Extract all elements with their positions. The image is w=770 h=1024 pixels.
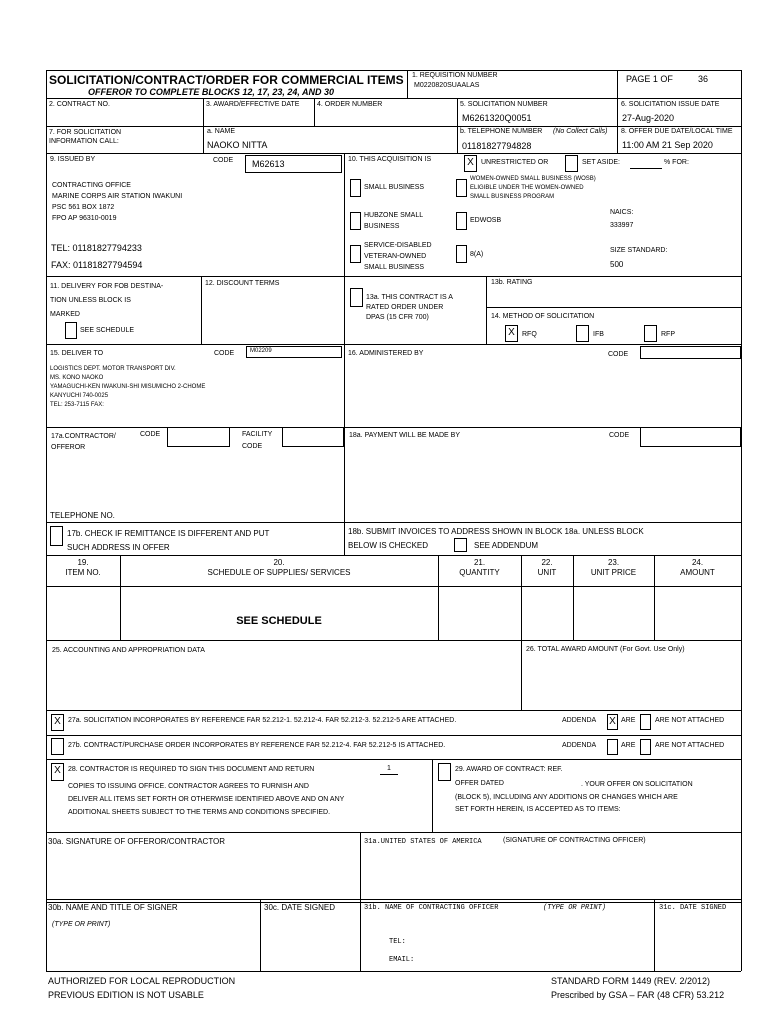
31b-label: 31b. NAME OF CONTRACTING OFFICER (364, 904, 499, 912)
payment-by-label: 18a. PAYMENT WILL BE MADE BY (349, 432, 460, 439)
ifb-checkbox[interactable] (576, 325, 589, 342)
page-label: PAGE 1 OF (626, 74, 673, 84)
solicitation-no-value[interactable]: M6261320Q0051 (462, 113, 532, 123)
offer-due-label: 8. OFFER DUE DATE/LOCAL TIME (621, 128, 733, 135)
28-text: 28. CONTRACTOR IS REQUIRED TO SIGN THIS DOCUMENT AND RETURN (68, 766, 315, 773)
31b-email-label: EMAIL: (389, 956, 415, 964)
contractor-code-label: CODE (140, 431, 161, 438)
rfp-label: RFP (661, 331, 675, 338)
issue-date-value[interactable]: 27-Aug-2020 (622, 113, 675, 123)
size-standard-value: 500 (610, 260, 624, 269)
30b-label: 30b. NAME AND TITLE OF SIGNER (48, 903, 178, 912)
payment-by-code-label: CODE (609, 432, 630, 439)
31a-label: 31a.UNITED STATES OF AMERICA (364, 838, 482, 846)
telephone-no-label: TELEPHONE NO. (50, 511, 115, 520)
contract-no-label: 2. CONTRACT NO. (49, 101, 110, 108)
col-unit: 22. UNIT (537, 558, 557, 577)
8a-checkbox[interactable] (456, 245, 467, 263)
phone-value[interactable]: 01181827794828 (462, 141, 532, 151)
issued-by-tel: TEL: 01181827794233 (51, 243, 142, 253)
27a-addenda-label: ADDENDA (562, 717, 597, 724)
rfq-label: RFQ (522, 331, 537, 338)
unrestricted-checkbox[interactable]: X (464, 155, 477, 172)
naics-label: NAICS: (610, 209, 634, 216)
col-quantity: 21. QUANTITY (459, 558, 500, 577)
set-aside-label: SET ASIDE: (582, 159, 620, 166)
27b-text: 27b. CONTRACT/PURCHASE ORDER INCORPORATES BY REFERENCE FAR 52.212-4. FAR 52.212-5 IS ATTACHED. (68, 742, 446, 749)
deliver-to-label: 15. DELIVER TO (50, 350, 104, 357)
name-label: a. NAME (207, 128, 236, 135)
no-collect-note: (No Collect Calls) (553, 128, 608, 135)
sdvosb-checkbox[interactable] (350, 245, 361, 263)
see-schedule-checkbox[interactable] (65, 322, 77, 339)
form-title: SOLICITATION/CONTRACT/ORDER FOR COMMERCIAL ITEMS (49, 73, 404, 87)
27a-are-label: ARE (621, 717, 636, 724)
pct-for-label: % FOR: (664, 159, 689, 166)
27a-are-not-label: ARE NOT ATTACHED (655, 717, 725, 724)
28-copies[interactable]: 1 (380, 765, 398, 775)
30b-type-print: (TYPE OR PRINT) (52, 921, 111, 928)
see-addendum-label: SEE ADDENDUM (474, 541, 539, 550)
27b-are-not-label: ARE NOT ATTACHED (655, 742, 725, 749)
hubzone-label: HUBZONE SMALL BUSINESS (364, 212, 424, 230)
27a-checkbox[interactable]: X (51, 714, 64, 731)
rated-order-checkbox[interactable] (350, 288, 363, 307)
issued-by-label: 9. ISSUED BY (50, 156, 96, 163)
accounting-label: 25. ACCOUNTING AND APPROPRIATION DATA (52, 647, 205, 654)
total-award-label: 26. TOTAL AWARD AMOUNT (For Govt. Use Only) (526, 646, 685, 653)
below-checked-label: BELOW IS CHECKED (348, 541, 429, 550)
rating-label: 13b. RATING (491, 279, 533, 286)
28-checkbox[interactable]: X (51, 763, 64, 781)
administered-by-code-box[interactable] (640, 346, 741, 359)
27b-are-not-checkbox[interactable] (640, 739, 651, 755)
29-text: 29. AWARD OF CONTRACT: REF. (455, 766, 563, 773)
27b-addenda-label: ADDENDA (562, 742, 597, 749)
delivery-fob-label: 11. DELIVERY FOR FOB DESTINA- TION UNLESS BLOCK IS MARKED (50, 283, 164, 318)
deliver-to-address: LOGISTICS DEPT. MOTOR TRANSPORT DIV. MS. KONO NAOKO YAMAGUCHI-KEN IWAKUNI-SHI MISUMICHO 2-CHOME KANYUCHI 740-0025 TEL: 253-7115 FAX: (50, 366, 206, 408)
small-business-label: SMALL BUSINESS (364, 184, 425, 191)
wosb-checkbox[interactable] (456, 179, 467, 197)
rated-order-label: 13a. THIS CONTRACT IS A RATED ORDER UNDER DPAS (15 CFR 700) (366, 294, 453, 321)
submit-invoices-label: 18b. SUBMIT INVOICES TO ADDRESS SHOWN IN BLOCK 18a. UNLESS BLOCK (348, 527, 644, 536)
30a-label: 30a. SIGNATURE OF OFFEROR/CONTRACTOR (48, 837, 226, 846)
facility-code-box[interactable] (282, 427, 344, 447)
31a-signature-label: (SIGNATURE OF CONTRACTING OFFICER) (503, 837, 646, 844)
31b-type-print: (TYPE OR PRINT) (543, 904, 607, 912)
offer-due-value[interactable]: 11:00 AM 21 Sep 2020 (622, 140, 713, 150)
27b-are-checkbox[interactable] (607, 739, 618, 755)
contractor-label: 17a.CONTRACTOR/ OFFEROR (51, 433, 116, 451)
27a-are-checkbox[interactable]: X (607, 714, 618, 730)
col-amount: 24. AMOUNT (680, 558, 715, 577)
issued-by-code-label: CODE (213, 157, 234, 164)
issue-date-label: 6. SOLICITATION ISSUE DATE (621, 101, 720, 108)
footer-standard-form: STANDARD FORM 1449 (REV. 2/2012) (551, 976, 711, 986)
solicitation-no-label: 5. SOLICITATION NUMBER (460, 101, 548, 108)
col-schedule: 20. SCHEDULE OF SUPPLIES/ SERVICES (207, 558, 351, 577)
sdvosb-label: SERVICE-DISABLED VETERAN-OWNED SMALL BUSINESS (364, 242, 432, 271)
27b-checkbox[interactable] (51, 738, 64, 755)
form-subtitle: OFFEROR TO COMPLETE BLOCKS 12, 17, 23, 24, AND 30 (88, 87, 335, 97)
unrestricted-label: UNRESTRICTED OR (481, 159, 549, 166)
see-schedule-heading: SEE SCHEDULE (236, 615, 322, 627)
administered-by-label: 16. ADMINISTERED BY (348, 350, 424, 357)
payment-by-code-box[interactable] (640, 427, 741, 447)
31c-label: 31c. DATE SIGNED (659, 904, 727, 912)
deliver-to-code-label: CODE (214, 350, 235, 357)
ifb-label: IFB (593, 331, 604, 338)
hubzone-checkbox[interactable] (350, 212, 361, 230)
phone-label: b. TELEPHONE NUMBER (460, 128, 543, 135)
29-checkbox[interactable] (438, 763, 451, 781)
issued-by-code-value[interactable]: M62613 (245, 155, 342, 173)
col-item-no: 19. ITEM NO. (65, 558, 101, 577)
requisition-value[interactable]: M0220820SUAALAS (414, 82, 480, 89)
page-total: 36 (698, 74, 709, 84)
award-date-label: 3. AWARD/EFFECTIVE DATE (206, 101, 300, 108)
see-addendum-checkbox[interactable] (454, 538, 467, 552)
for-info-label: 7. FOR SOLICITATION INFORMATION CALL: (49, 129, 122, 145)
27b-are-label: ARE (621, 742, 636, 749)
28-text-continued: COPIES TO ISSUING OFFICE. CONTRACTOR AGREES TO FURNISH AND DELIVER ALL ITEMS SET FORTH OR OTHERWISE IDENTIFIED ABOVE AND ON ANY ADDITIONAL SHEETS SUBJECT TO THE TERMS AND CONDITIONS SPECIFIED. (68, 783, 345, 816)
issued-by-fax: FAX: 01181827794594 (51, 260, 143, 270)
requisition-label: 1. REQUISITION NUMBER (412, 72, 498, 79)
set-aside-checkbox[interactable] (565, 155, 578, 172)
small-business-checkbox[interactable] (350, 179, 361, 197)
administered-by-code-label: CODE (608, 351, 629, 358)
method-label: 14. METHOD OF SOLICITATION (491, 313, 595, 320)
order-no-label: 4. ORDER NUMBER (317, 101, 383, 108)
29-offer-dated: OFFER DATED (455, 780, 504, 787)
see-schedule-label: SEE SCHEDULE (80, 327, 135, 334)
size-standard-label: SIZE STANDARD: (610, 247, 668, 254)
footer-authorized: AUTHORIZED FOR LOCAL REPRODUCTION (48, 976, 236, 986)
31b-tel-label: TEL: (389, 938, 406, 946)
29-text-your-offer: . YOUR OFFER ON SOLICITATION (581, 781, 693, 788)
col-unit-price: 23. UNIT PRICE (590, 558, 637, 577)
contractor-code-box[interactable] (167, 427, 230, 447)
acquisition-label: 10. THIS ACQUISITION IS (348, 156, 432, 163)
naics-value: 333997 (610, 222, 634, 229)
rfp-checkbox[interactable] (644, 325, 657, 342)
footer-prescribed-by: Prescribed by GSA – FAR (48 CFR) 53.212 (551, 990, 725, 1000)
edwosb-label: EDWOSB (470, 217, 502, 224)
deliver-to-code-value[interactable]: M02209 (246, 346, 342, 358)
rfq-checkbox[interactable]: X (505, 325, 518, 342)
remittance-label: 17b. CHECK IF REMITTANCE IS DIFFERENT AND PUT SUCH ADDRESS IN OFFER (67, 529, 270, 552)
issued-by-address: CONTRACTING OFFICE MARINE CORPS AIR STATION IWAKUNI PSC 561 BOX 1872 FPO AP 96310-0019 (52, 182, 183, 222)
footer-previous-edition: PREVIOUS EDITION IS NOT USABLE (48, 990, 204, 1000)
discount-terms-label: 12. DISCOUNT TERMS (205, 280, 280, 287)
30c-label: 30c. DATE SIGNED (264, 903, 335, 912)
27a-are-not-checkbox[interactable] (640, 714, 651, 730)
29-text-continued: (BLOCK 5), INCLUDING ANY ADDITIONS OR CHANGES WHICH ARE SET FORTH HEREIN, IS ACCEPTED AS TO ITEMS: (455, 794, 678, 813)
27a-text: 27a. SOLICITATION INCORPORATES BY REFERENCE FAR 52.212-1. 52.212-4. FAR 52.212-3. 52.212-5 ARE ATTACHED. (68, 717, 457, 724)
8a-label: 8(A) (470, 251, 484, 258)
remittance-checkbox[interactable] (50, 526, 63, 546)
name-value[interactable]: NAOKO NITTA (207, 140, 268, 150)
wosb-label: WOMEN-OWNED SMALL BUSINESS (WOSB) ELIGIBLE UNDER THE WOMEN-OWNED SMALL BUSINESS PROGRAM (470, 176, 596, 200)
edwosb-checkbox[interactable] (456, 212, 467, 230)
facility-code-label: FACILITY CODE (242, 431, 273, 450)
